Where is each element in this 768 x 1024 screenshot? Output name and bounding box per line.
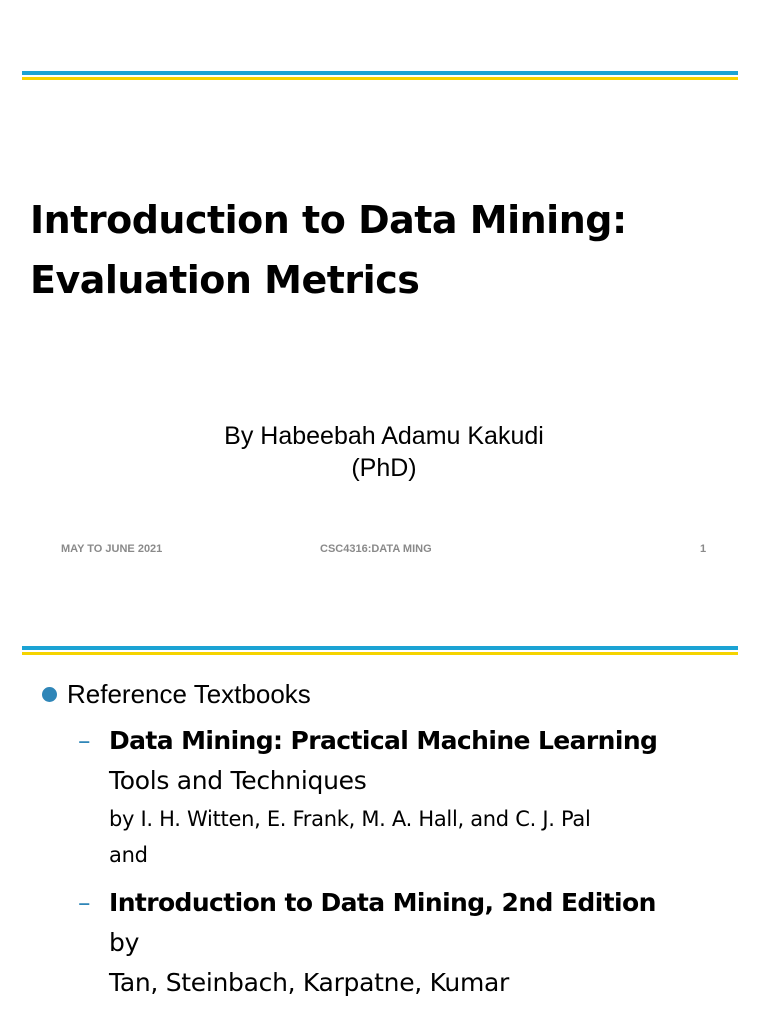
author-degree: (PhD): [351, 454, 417, 482]
book-2-authors: Tan, Steinbach, Karpatne, Kumar: [109, 968, 510, 997]
book-2-by: by: [109, 928, 140, 957]
footer-course: CSC4316:DATA MING: [320, 543, 432, 555]
bullet-dot-icon: [42, 687, 57, 702]
dash-icon: –: [78, 888, 91, 917]
slide-title: [30, 190, 730, 310]
slide-title-line-2: Evaluation Metrics: [30, 258, 420, 302]
book-1-subtitle: Tools and Techniques: [109, 766, 367, 795]
footer-page-number: 1: [700, 543, 707, 555]
header-stripes: [22, 646, 738, 655]
slide-title-line-1: Introduction to Data Mining:: [30, 198, 627, 242]
book-2-title: Introduction to Data Mining, 2nd Edition: [109, 888, 656, 917]
bullet-text: Reference Textbooks: [67, 679, 311, 709]
reference-slide: [0, 630, 768, 1024]
bullet-item: [42, 676, 311, 712]
dash-icon: –: [78, 726, 91, 755]
header-stripe-yellow: [22, 652, 738, 655]
author-block: [0, 420, 768, 484]
footer-date: MAY TO JUNE 2021: [61, 543, 163, 555]
book-1-title: Data Mining: Practical Machine Learning: [109, 726, 658, 755]
header-stripe-yellow: [22, 77, 738, 80]
book-1-authors: by I. H. Witten, E. Frank, M. A. Hall, and C. J. Pal: [109, 807, 591, 831]
author-name: By Habeebah Adamu Kakudi: [224, 422, 544, 450]
book-entry-2: [78, 883, 656, 1003]
book-entry-1: [78, 721, 657, 873]
header-stripes: [22, 71, 738, 80]
book-1-and: and: [109, 843, 148, 867]
